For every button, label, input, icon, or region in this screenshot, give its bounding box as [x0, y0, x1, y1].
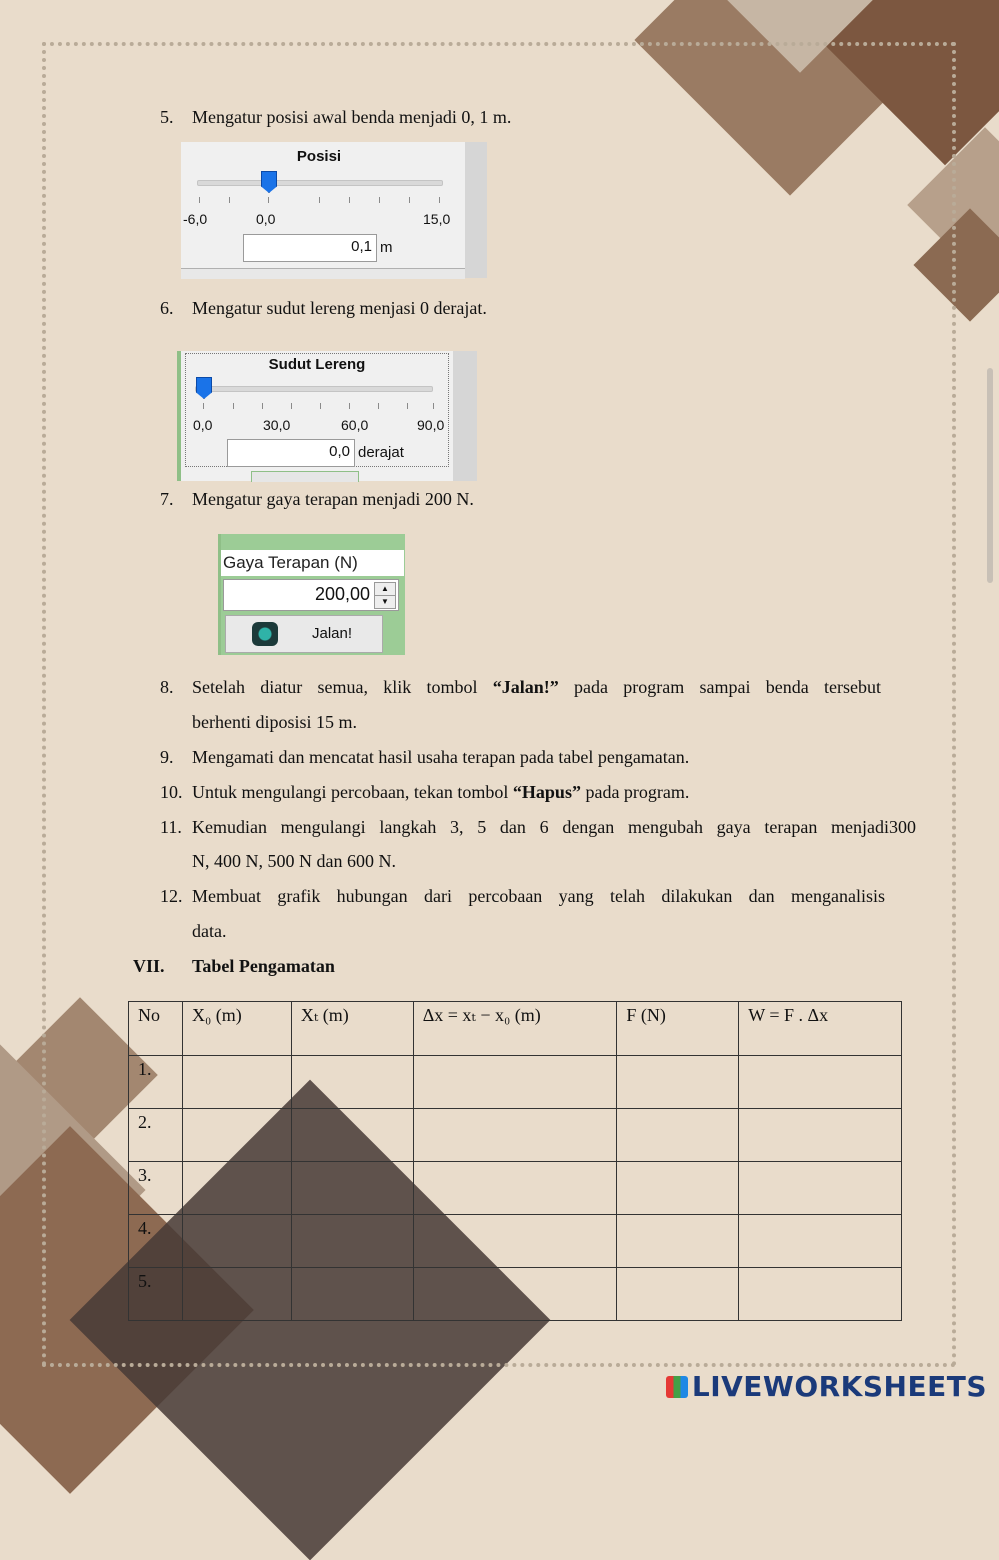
tick-mark — [407, 403, 408, 409]
step-text: pada program sampai benda tersebut — [558, 677, 881, 697]
table-cell-input[interactable] — [182, 1215, 291, 1268]
table-cell-input[interactable] — [182, 1109, 291, 1162]
tick-mark — [199, 197, 200, 203]
posisi-max-label: 15,0 — [423, 211, 451, 227]
button-edge — [251, 471, 359, 482]
sudut-unit: derajat — [358, 444, 404, 461]
row-number: 1. — [129, 1056, 183, 1109]
row-number: 3. — [129, 1162, 183, 1215]
row-number: 2. — [129, 1109, 183, 1162]
table-header: X₀ (m) — [182, 1002, 291, 1056]
decor-diamond — [913, 208, 999, 321]
sudut-title: Sudut Lereng — [268, 356, 366, 373]
gaya-terapan-title: Gaya Terapan (N) — [221, 550, 404, 576]
table-row — [129, 1215, 902, 1268]
step-number: 6. — [160, 298, 174, 318]
step-number: 11. — [160, 817, 182, 837]
posisi-zero-label: 0,0 — [256, 211, 276, 227]
gaya-spinner[interactable] — [223, 579, 399, 611]
step-text-line — [192, 675, 881, 699]
jalan-button[interactable] — [225, 615, 383, 653]
posisi-title: Posisi — [296, 148, 342, 165]
step-number: 9. — [160, 747, 174, 767]
liveworksheets-logo[interactable] — [666, 1370, 987, 1403]
table-cell-input[interactable] — [739, 1162, 902, 1215]
table-row — [129, 1162, 902, 1215]
step-text: Mengatur sudut lereng menjasi 0 derajat. — [192, 298, 487, 318]
section-number: VII. — [133, 956, 165, 976]
tick-mark — [229, 197, 230, 203]
posisi-value-field[interactable]: 0,1 — [243, 234, 377, 262]
step-number: 10. — [160, 782, 183, 802]
step-text-line — [192, 780, 689, 804]
posisi-unit: m — [380, 239, 393, 256]
table-cell-input[interactable] — [413, 1056, 617, 1109]
table-cell-input[interactable] — [291, 1056, 413, 1109]
row-number: 5. — [129, 1268, 183, 1321]
table-cell-input[interactable] — [182, 1056, 291, 1109]
tick-mark — [320, 403, 321, 409]
table-cell-input[interactable] — [739, 1215, 902, 1268]
step-text: Untuk mengulangi percobaan, tekan tombol — [192, 782, 513, 802]
spinner-down-icon[interactable]: ▼ — [374, 595, 396, 609]
posisi-min-label: -6,0 — [183, 211, 208, 227]
tick-mark — [378, 403, 379, 409]
sudut-value-field[interactable]: 0,0 — [227, 439, 355, 467]
table-cell-input[interactable] — [617, 1215, 739, 1268]
sudut-slider-track[interactable] — [195, 386, 433, 392]
table-header: W = F . Δx — [739, 1002, 902, 1056]
tick-mark — [409, 197, 410, 203]
scrollbar[interactable] — [987, 368, 993, 583]
posisi-slider-panel — [181, 142, 487, 278]
tick-mark — [291, 403, 292, 409]
brand-name: LIVEWORKSHEETS — [691, 1370, 987, 1403]
tick-mark — [433, 403, 434, 409]
tick-mark — [203, 403, 204, 409]
tick-mark — [319, 197, 320, 203]
table-row — [129, 1268, 902, 1321]
traffic-light-icon — [252, 622, 278, 646]
section-title: Tabel Pengamatan — [192, 956, 335, 976]
jalan-keyword: “Jalan!” — [492, 677, 559, 697]
tick-mark — [233, 403, 234, 409]
table-cell-input[interactable] — [182, 1162, 291, 1215]
tick-mark — [439, 197, 440, 203]
table-cell-input[interactable] — [739, 1056, 902, 1109]
tick-mark — [349, 197, 350, 203]
step-text: Kemudian mengulangi langkah 3, 5 dan 6 dengan mengubah gaya terapan menjadi300 — [192, 817, 916, 837]
table-header-row — [129, 1002, 902, 1056]
step-text: Membuat grafik hubungan dari percobaan yang telah dilakukan dan menganalisis — [192, 886, 885, 906]
tick-mark — [349, 403, 350, 409]
step-number: 5. — [160, 107, 174, 127]
table-cell-input[interactable] — [617, 1162, 739, 1215]
table-cell-input[interactable] — [291, 1162, 413, 1215]
table-header: Δx = xₜ − x₀ (m) — [413, 1002, 617, 1056]
table-header: No — [129, 1002, 183, 1056]
step-text: Mengatur posisi awal benda menjadi 0, 1 m. — [192, 107, 512, 127]
row-number: 4. — [129, 1215, 183, 1268]
table-cell-input[interactable] — [413, 1215, 617, 1268]
step-number: 7. — [160, 489, 174, 509]
step-number: 12. — [160, 886, 183, 906]
table-header: F (N) — [617, 1002, 739, 1056]
step-text: berhenti diposisi 15 m. — [192, 712, 357, 732]
sudut-tick-label: 90,0 — [417, 417, 445, 433]
table-cell-input[interactable] — [291, 1109, 413, 1162]
table-row — [129, 1109, 902, 1162]
tick-mark — [379, 197, 380, 203]
spinner-up-icon[interactable]: ▲ — [374, 582, 396, 596]
table-row — [129, 1056, 902, 1109]
hapus-keyword: “Hapus” — [512, 782, 581, 802]
gaya-terapan-panel — [218, 534, 405, 655]
sudut-tick-label: 30,0 — [263, 417, 291, 433]
step-text: pada program. — [580, 782, 690, 802]
brand-icon — [666, 1376, 688, 1398]
next-panel-edge — [181, 268, 465, 279]
table-cell-input[interactable] — [617, 1109, 739, 1162]
table-header: Xₜ (m) — [291, 1002, 413, 1056]
step-number: 8. — [160, 677, 174, 697]
table-cell-input[interactable] — [739, 1268, 902, 1321]
step-text: N, 400 N, 500 N dan 600 N. — [192, 851, 396, 871]
step-text: Setelah diatur semua, klik tombol — [192, 677, 493, 697]
step-text: Mengamati dan mencatat hasil usaha terapan pada tabel pengamatan. — [192, 747, 690, 767]
jalan-button-label: Jalan! — [312, 625, 353, 642]
tick-mark — [268, 197, 269, 203]
sudut-slider-panel — [177, 351, 477, 481]
posisi-slider-track[interactable] — [197, 180, 443, 186]
sudut-tick-label: 60,0 — [341, 417, 369, 433]
observation-table — [128, 1001, 902, 1321]
tick-mark — [262, 403, 263, 409]
table-cell-input[interactable] — [413, 1268, 617, 1321]
table-cell-input[interactable] — [413, 1162, 617, 1215]
gaya-value: 200,00 — [314, 584, 370, 604]
table-cell-input[interactable] — [739, 1109, 902, 1162]
table-cell-input[interactable] — [182, 1268, 291, 1321]
sudut-tick-label: 0,0 — [193, 417, 213, 433]
table-cell-input[interactable] — [617, 1268, 739, 1321]
table-cell-input[interactable] — [291, 1268, 413, 1321]
step-text: Mengatur gaya terapan menjadi 200 N. — [192, 489, 474, 509]
posisi-slider-thumb[interactable] — [261, 171, 277, 193]
table-cell-input[interactable] — [291, 1215, 413, 1268]
step-text: data. — [192, 921, 227, 941]
table-cell-input[interactable] — [413, 1109, 617, 1162]
table-cell-input[interactable] — [617, 1056, 739, 1109]
